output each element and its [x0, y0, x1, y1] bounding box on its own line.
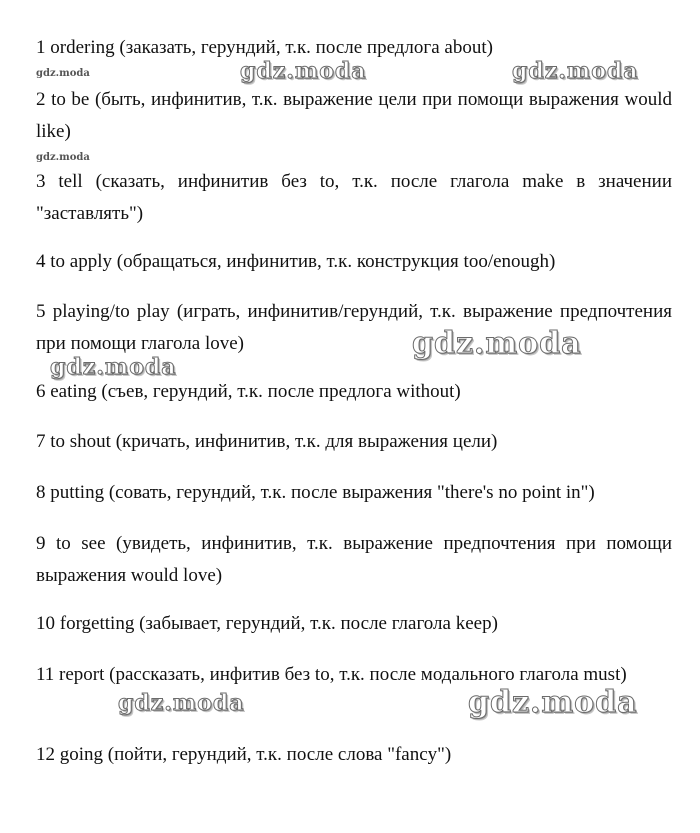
watermark-logo: gdz.moda — [36, 152, 90, 163]
watermark-logo: gdz.moda — [240, 58, 367, 84]
watermark-logo: gdz.moda — [36, 68, 90, 79]
watermark-logo: gdz.moda — [412, 326, 582, 361]
answer-item-5: 5 playing/to play (играть, инфинитив/герундий, т.к. выражение предпочтения при помощи глагола love) — [36, 301, 672, 354]
answer-item-10: 10 forgetting (забывает, герундий, т.к. после глагола keep) — [36, 613, 498, 634]
answer-item-7: 7 to shout (кричать, инфинитив, т.к. для выражения цели) — [36, 431, 498, 452]
answer-item-6: 6 eating (съев, герундий, т.к. после предлога without) — [36, 381, 461, 402]
watermark-logo: gdz.moda — [468, 685, 638, 720]
answer-item-4: 4 to apply (обращаться, инфинитив, т.к. конструкция too/enough) — [36, 251, 556, 272]
watermark-logo: gdz.moda — [118, 690, 245, 716]
answer-item-12: 12 going (пойти, герундий, т.к. после слова "fancy") — [36, 744, 452, 765]
answer-item-2: 2 to be (быть, инфинитив, т.к. выражение цели при помощи выражения would like) — [36, 89, 672, 142]
watermark-logo: gdz.moda — [50, 354, 177, 380]
answer-item-8: 8 putting (совать, герундий, т.к. после выражения "there's no point in") — [36, 482, 595, 503]
answer-item-9: 9 to see (увидеть, инфинитив, т.к. выражение предпочтения при помощи выражения would love) — [36, 533, 672, 586]
answer-item-11: 11 report (рассказать, инфитив без to, т.к. после модального глагола must) — [36, 664, 627, 685]
answer-item-1: 1 ordering (заказать, герундий, т.к. после предлога about) — [36, 37, 493, 58]
watermark-logo: gdz.moda — [512, 58, 639, 84]
answer-item-3: 3 tell (сказать, инфинитив без to, т.к. после глагола make в значении "заставлять") — [36, 171, 672, 224]
